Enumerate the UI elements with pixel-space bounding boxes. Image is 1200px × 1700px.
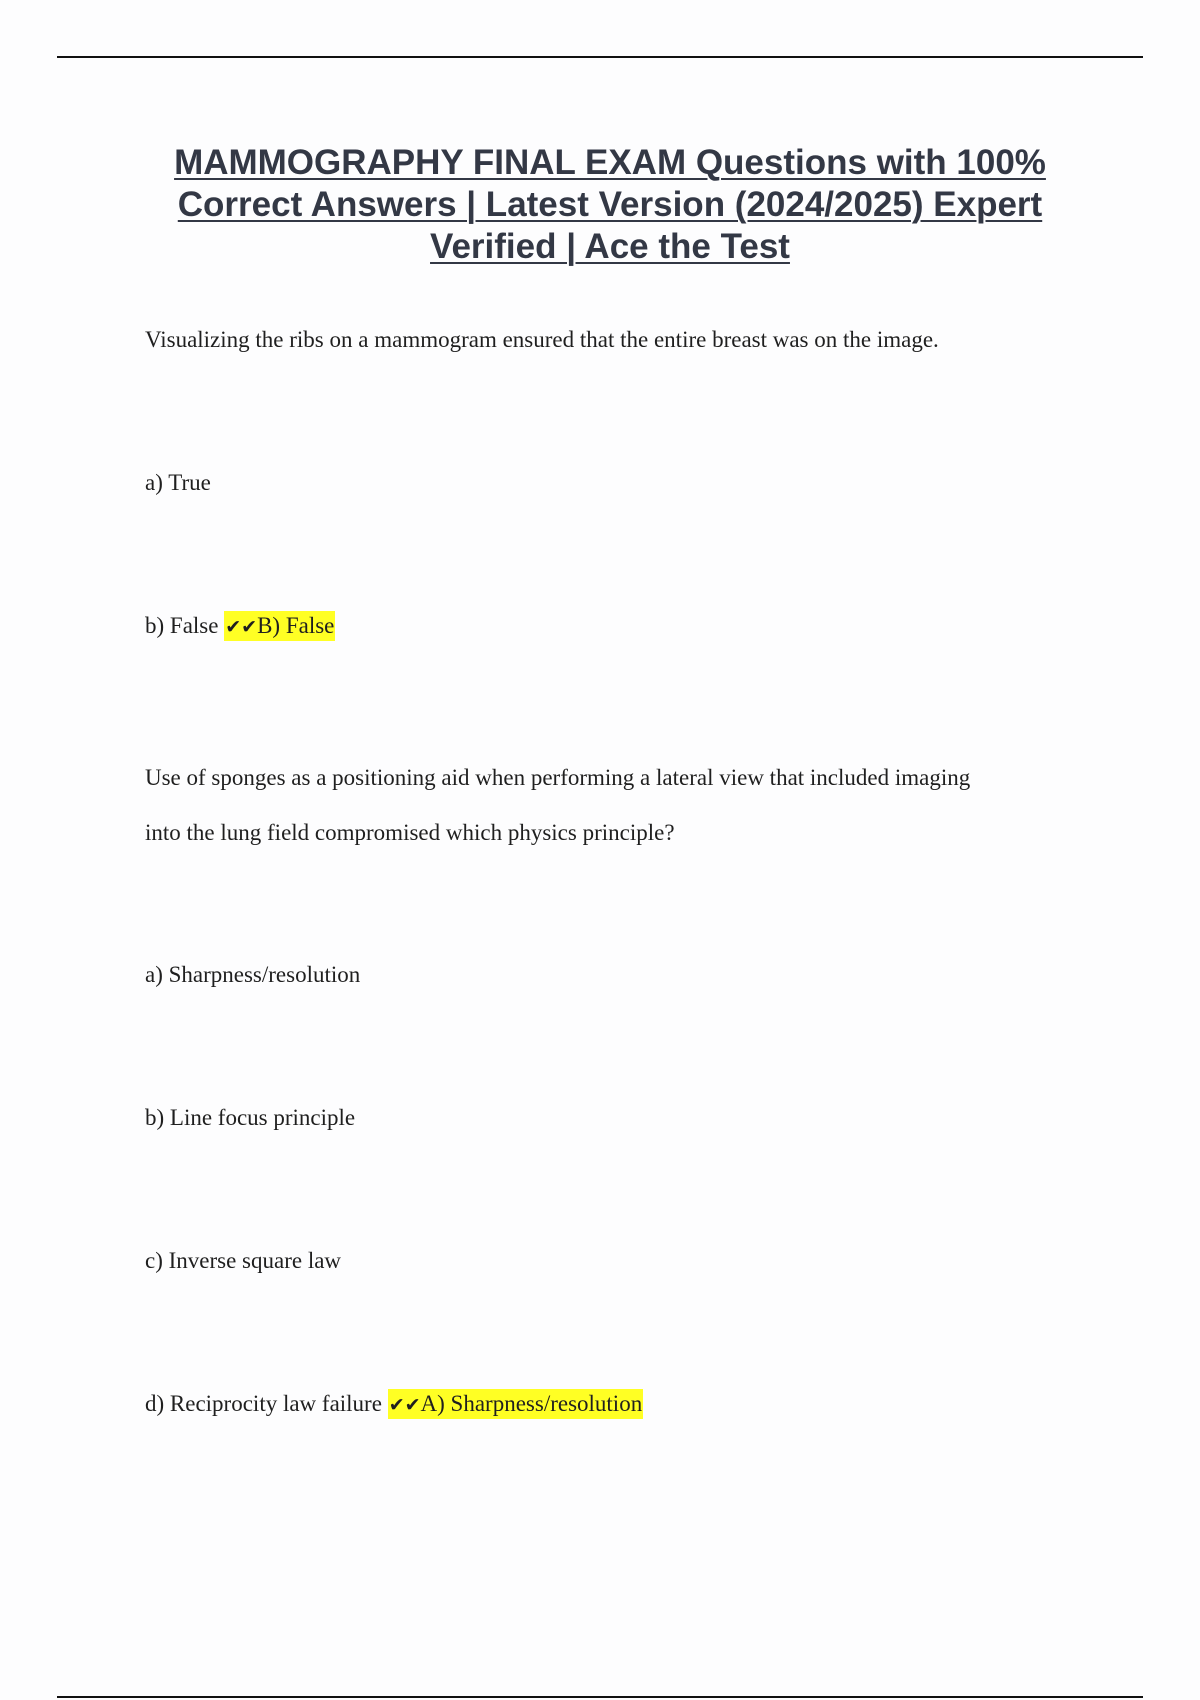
header-rule xyxy=(57,56,1143,58)
question-1-option-a: a) True xyxy=(145,470,211,495)
option-text: b) False xyxy=(145,613,219,638)
answer-text: B) False xyxy=(257,613,335,638)
answer-text: A) Sharpness/resolution xyxy=(420,1391,643,1416)
question-2-option-c: c) Inverse square law xyxy=(145,1248,342,1273)
question-1-option-b xyxy=(145,613,335,640)
question-2-option-d xyxy=(145,1391,643,1418)
double-check-icon: ✔✔ xyxy=(388,1394,421,1416)
question-1-text: Visualizing the ribs on a mammogram ensured that the entire breast was on the image. xyxy=(145,327,939,352)
answer-highlight xyxy=(224,611,335,641)
question-2-option-a: a) Sharpness/resolution xyxy=(145,962,361,987)
answer-highlight xyxy=(388,1389,644,1419)
footer-rule xyxy=(57,1696,1143,1698)
question-2-text-line-1: Use of sponges as a positioning aid when performing a lateral view that included imaging xyxy=(145,765,971,790)
question-2-option-b: b) Line focus principle xyxy=(145,1105,356,1130)
option-text: d) Reciprocity law failure xyxy=(145,1391,382,1416)
document-title: MAMMOGRAPHY FINAL EXAM Questions with 100% Correct Answers | Latest Version (2024/2025) Expert Verified | Ace the Test xyxy=(174,143,1046,266)
question-2-text-line-2: into the lung field compromised which physics principle? xyxy=(145,820,675,845)
double-check-icon: ✔✔ xyxy=(225,616,258,638)
